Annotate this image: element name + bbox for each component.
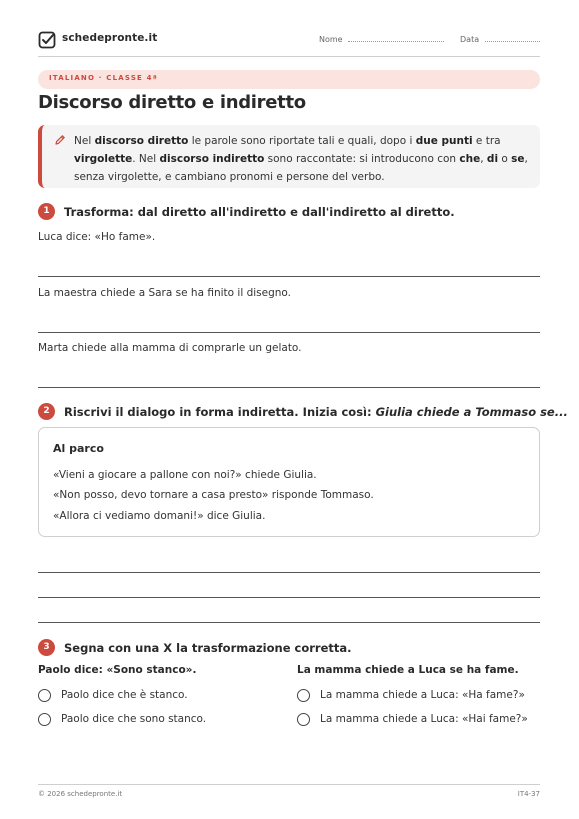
section-3-badge: 3 — [38, 639, 55, 656]
date-line — [485, 41, 540, 42]
dialog-title: Al parco — [53, 442, 104, 455]
answer-line[interactable] — [38, 276, 540, 277]
section-1-badge: 1 — [38, 203, 55, 220]
footer-copyright: © 2026 schedepronte.it — [38, 790, 123, 798]
date-label: Data — [460, 35, 480, 44]
answer-line[interactable] — [38, 572, 540, 573]
rule-text: Nel discorso diretto le parole sono riportate tali e quali, dopo i due punti e tra virgolette. Nel discorso indiretto sono raccontate: si introducono con che, di o se, senza virgolette, e cambiano pronomi e persone del verbo. — [74, 135, 528, 183]
date-field[interactable] — [460, 35, 540, 44]
radio-option[interactable] — [297, 689, 310, 702]
radio-option[interactable] — [297, 713, 310, 726]
option-label: Paolo dice che è stanco. — [61, 689, 188, 701]
footer-divider — [38, 784, 540, 785]
exercise-1-item: Marta chiede alla mamma di comprarle un gelato. — [38, 342, 302, 354]
radio-option[interactable] — [38, 713, 51, 726]
page-title: Discorso diretto e indiretto — [38, 92, 306, 113]
answer-line[interactable] — [38, 332, 540, 333]
option-label: La mamma chiede a Luca: «Ha fame?» — [320, 689, 525, 701]
pencil-icon — [54, 134, 66, 146]
section-2-badge: 2 — [38, 403, 55, 420]
quiz-question: La mamma chiede a Luca se ha fame. — [297, 664, 519, 676]
footer-code: IT4-37 — [517, 790, 540, 798]
brand-name: schedepronte.it — [62, 32, 158, 44]
name-field[interactable] — [319, 35, 444, 44]
level-label: ITALIANO · CLASSE 4ª — [49, 74, 158, 82]
exercise-1-item: La maestra chiede a Sara se ha finito il disegno. — [38, 287, 291, 299]
option-label: La mamma chiede a Luca: «Hai fame?» — [320, 713, 528, 725]
name-line — [348, 41, 444, 42]
quiz-question: Paolo dice: «Sono stanco». — [38, 664, 197, 676]
header-divider — [38, 56, 540, 57]
exercise-1-item: Luca dice: «Ho fame». — [38, 231, 156, 243]
section-1-title: Trasforma: dal diretto all'indiretto e dall'indiretto al diretto. — [64, 205, 455, 219]
dialog-line: «Vieni a giocare a pallone con noi?» chiede Giulia. — [53, 469, 317, 481]
answer-line[interactable] — [38, 622, 540, 623]
answer-line[interactable] — [38, 597, 540, 598]
option-label: Paolo dice che sono stanco. — [61, 713, 207, 725]
radio-option[interactable] — [38, 689, 51, 702]
dialog-line: «Allora ci vediamo domani!» dice Giulia. — [53, 510, 266, 522]
section-2-title: Riscrivi il dialogo in forma indiretta. Inizia così: Giulia chiede a Tommaso se... — [64, 405, 568, 419]
checkbox-logo-icon — [38, 31, 56, 49]
name-label: Nome — [319, 35, 343, 44]
section-3-title: Segna con una X la trasformazione corretta. — [64, 641, 352, 655]
dialog-line: «Non posso, devo tornare a casa presto» risponde Tommaso. — [53, 489, 374, 501]
answer-line[interactable] — [38, 387, 540, 388]
